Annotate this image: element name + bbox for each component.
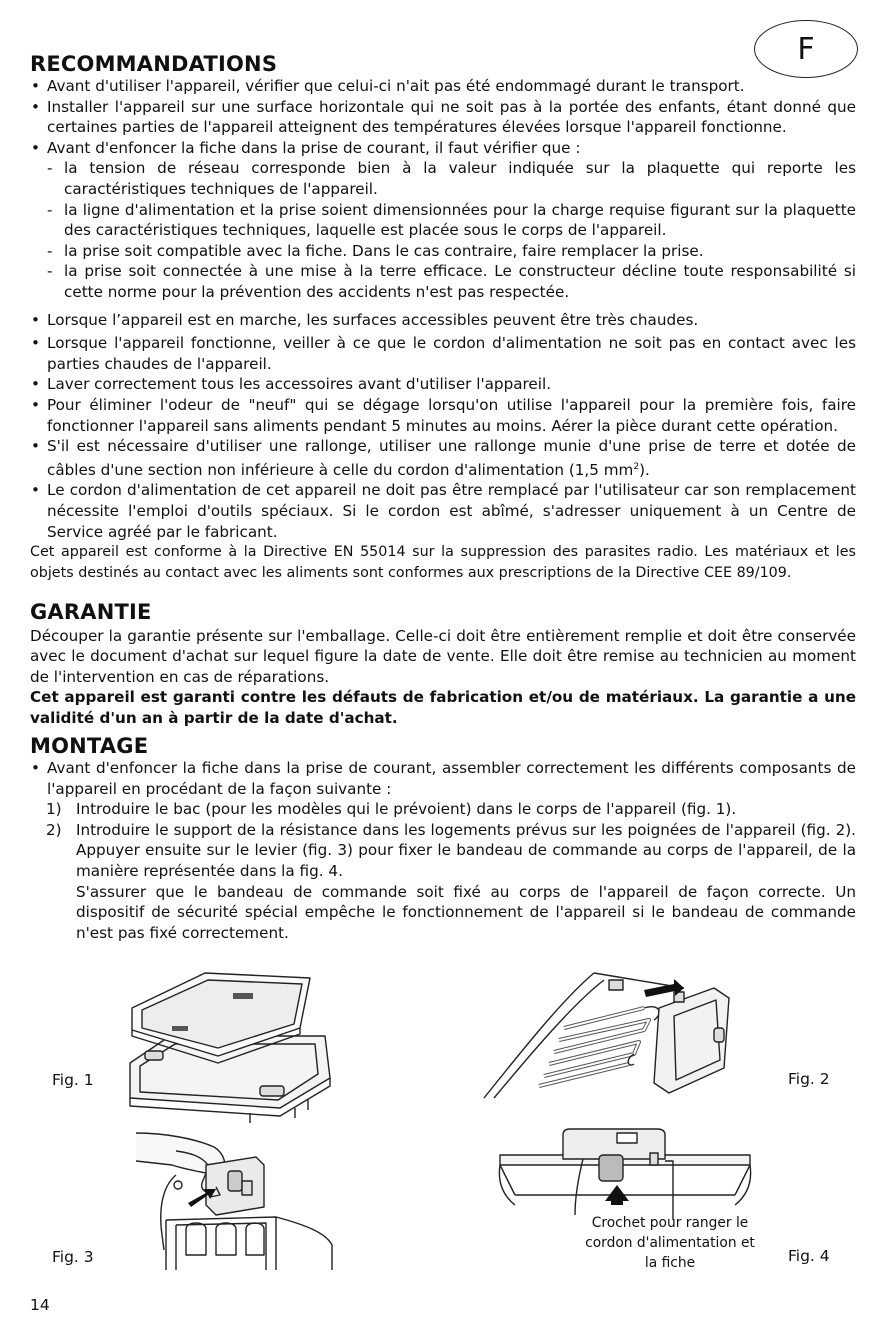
list-item-text: Avant d'enfoncer la fiche dans la prise de courant, assembler correctement les différents composants de l'appareil en procédant de la façon suivante : — [47, 758, 856, 798]
language-badge: F — [754, 20, 858, 78]
figure-3-illustration — [136, 1125, 336, 1275]
figure-1-illustration — [110, 968, 340, 1128]
recommandations-heading: RECOMMANDATIONS — [30, 52, 278, 76]
page-number: 14 — [30, 1296, 50, 1314]
steps-list — [30, 799, 856, 943]
montage-heading: MONTAGE — [30, 733, 149, 758]
list-item: • Le cordon d'alimentation de cet appareil ne doit pas être remplacé par l'utilisateur car son remplacement nécessite l'emploi d'outils spéciaux. Si le cordon est abîmé, s'adresser uniquement à un Centre de Service agréé par le fabricant. — [30, 480, 856, 542]
sub-list — [30, 158, 856, 302]
figure-2-illustration — [484, 968, 744, 1103]
figure-3-label: Fig. 3 — [52, 1248, 94, 1266]
montage-list — [30, 758, 856, 943]
figure-2-label: Fig. 2 — [788, 1070, 830, 1088]
list-item — [30, 138, 856, 303]
superscript: 2 — [633, 461, 640, 472]
list-item: • Lorsque l'appareil fonctionne, veiller à ce que le cordon d'alimentation ne soit pas en contact avec les parties chaudes de l'appareil. — [30, 333, 856, 374]
list-item: • Installer l'appareil sur une surface horizontale qui ne soit pas à la portée des enfants, étant donné que certaines parties de l'appareil atteignent des températures élevées lorsque l'appareil fonctionne. — [30, 97, 856, 138]
step-note: S'assurer que le bandeau de commande soit fixé au corps de l'appareil de façon correcte. Un dispositif de sécurité spécial empêche le fonctionnement de l'appareil si le bandeau de commande n'est pas fixé correctement. — [76, 882, 856, 942]
sub-list-item: - la ligne d'alimentation et la prise soient dimensionnées pour la charge requise figurant sur la plaquette des caractéristiques techniques, laquelle est placée sous le corps de l'appareil. — [46, 200, 856, 241]
figure-4-caption: Crochet pour ranger le cordon d'alimentation et la fiche — [585, 1215, 755, 1271]
recommandations-list — [30, 76, 856, 542]
step-item — [46, 820, 856, 944]
sub-list-item: - la tension de réseau corresponde bien à la valeur indiquée sur la plaquette qui reporte les caractéristiques techniques de l'appareil. — [46, 158, 856, 199]
garantie-bold-paragraph: Cet appareil est garanti contre les défauts de fabrication et/ou de matériaux. La garantie a une validité d'un an à partir de la date d'achat. — [30, 688, 856, 727]
garantie-heading: GARANTIE — [30, 599, 152, 624]
list-item — [30, 758, 856, 943]
sub-list-item: - la prise soit connectée à une mise à la terre efficace. Le constructeur décline toute responsabilité si cette norme pour la prévention des accidents n'est pas respectée. — [46, 261, 856, 302]
directive-note: Cet appareil est conforme à la Directive EN 55014 sur la suppression des parasites radio. Les matériaux et les objets destinés au contact avec les aliments sont conformes aux prescriptions de la Directive CEE 89/109. — [30, 544, 856, 581]
sub-list-item: - la prise soit compatible avec la fiche. Dans le cas contraire, faire remplacer la prise. — [46, 241, 856, 262]
step-text: Introduire le support de la résistance dans les logements prévus sur les poignées de l'appareil (fig. 2). Appuyer ensuite sur le levier (fig. 3) pour fixer le bandeau de commande au corps de l'appareil, de la manière représentée dans la fig. 4. — [76, 820, 856, 880]
list-item — [30, 436, 856, 480]
list-item: • Lorsque l’appareil est en marche, les surfaces accessibles peuvent être très chaudes. — [30, 310, 856, 331]
list-item: • Laver correctement tous les accessoires avant d'utiliser l'appareil. — [30, 374, 856, 395]
figure-1-label: Fig. 1 — [52, 1071, 94, 1089]
list-item-text: S'il est nécessaire d'utiliser une rallonge, utiliser une rallonge munie d'une prise de terre et dotée de câbles d'une section non inférieure à celle du cordon d'alimentation (1,5 mm — [47, 437, 856, 479]
step-text: Introduire le bac (pour les modèles qui le prévoient) dans le corps de l'appareil (fig. 1). — [76, 800, 737, 819]
page-content — [30, 0, 856, 943]
list-item-text-end: ). — [639, 460, 650, 479]
step-number: 2) — [46, 820, 62, 839]
figure-4-illustration — [495, 1125, 760, 1225]
list-item: • Pour éliminer l'odeur de "neuf" qui se dégage lorsqu'on utilise l'appareil pour la première fois, faire fonctionner l'appareil sans aliments pendant 5 minutes au moins. Aérer la pièce durant cette opération. — [30, 395, 856, 436]
garantie-paragraph: Découper la garantie présente sur l'emballage. Celle-ci doit être entièrement remplie et doit être conservée avec le document d'achat sur lequel figure la date de vente. Elle doit être remise au technicien au moment de l'intervention en cas de réparations. — [30, 626, 856, 686]
step-number: 1) — [46, 800, 62, 819]
figure-4-label: Fig. 4 — [788, 1247, 830, 1265]
step-item — [46, 799, 856, 820]
list-item-text: Avant d'enfoncer la fiche dans la prise de courant, il faut vérifier que : — [47, 138, 581, 157]
list-item: • Avant d'utiliser l'appareil, vérifier que celui-ci n'ait pas été endommagé durant le transport. — [30, 76, 856, 97]
